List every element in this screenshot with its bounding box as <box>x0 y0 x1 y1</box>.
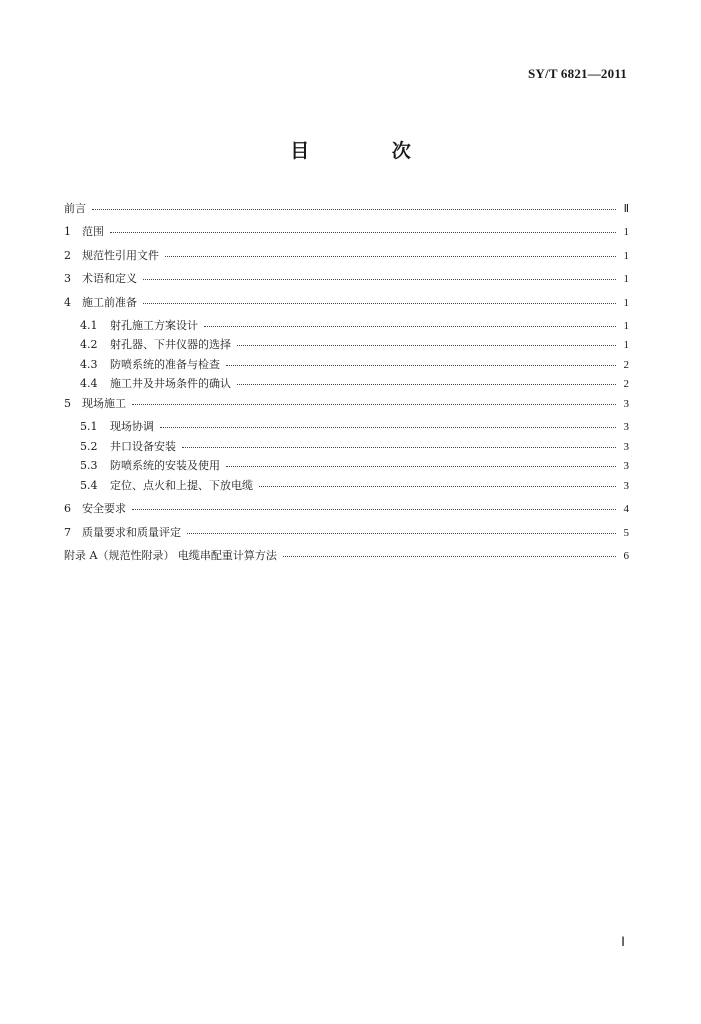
toc-leader <box>110 222 616 233</box>
toc-label: 质量要求和质量评定 <box>82 525 181 539</box>
toc-leader <box>165 246 616 257</box>
toc-entry-4-2[interactable] <box>64 336 629 356</box>
toc-number: 3 <box>64 272 71 286</box>
toc-page: 2 <box>623 378 629 391</box>
toc-leader <box>226 456 616 467</box>
toc-page: 3 <box>623 397 629 410</box>
toc-page: 3 <box>623 421 629 434</box>
toc-label: 前言 <box>64 202 86 215</box>
toc-page: 3 <box>623 460 629 473</box>
toc-label: 防喷系统的准备与检查 <box>110 357 220 371</box>
toc-leader <box>187 523 616 534</box>
toc-number: 4.2 <box>80 338 98 352</box>
toc-label: 定位、点火和上提、下放电缆 <box>110 478 253 492</box>
toc-entry-4-4[interactable] <box>64 375 629 395</box>
toc-page: 3 <box>623 479 629 492</box>
toc-entry-5-3[interactable] <box>64 457 629 477</box>
toc-leader <box>143 293 616 304</box>
toc-entry-foreword[interactable] <box>64 200 629 223</box>
toc-number: 5.2 <box>80 439 98 453</box>
toc-entry-1[interactable] <box>64 223 629 246</box>
toc-label: 现场施工 <box>82 396 126 410</box>
toc-number: 5 <box>64 396 71 410</box>
toc-number: 5.4 <box>80 478 98 492</box>
toc-entry-4-3[interactable] <box>64 356 629 376</box>
standard-code: SY/T 6821—2011 <box>528 66 627 81</box>
toc-page: 1 <box>623 226 629 239</box>
toc-number: 7 <box>64 525 71 539</box>
toc-leader <box>237 335 616 346</box>
toc-number: 4.3 <box>80 357 98 371</box>
toc-leader <box>92 199 616 210</box>
toc-number: 4 <box>64 295 71 309</box>
toc-page: Ⅱ <box>623 203 629 215</box>
page-number: Ⅰ <box>621 934 625 949</box>
toc-entry-5-4[interactable] <box>64 477 629 497</box>
toc-page: 5 <box>623 526 629 539</box>
toc-label: 射孔施工方案设计 <box>110 318 198 332</box>
toc-leader <box>237 374 616 385</box>
toc-entry-5-2[interactable] <box>64 438 629 458</box>
toc-page: 6 <box>623 550 629 563</box>
toc-page: 1 <box>623 339 629 352</box>
toc-label: 术语和定义 <box>82 272 137 286</box>
toc-entry-4[interactable] <box>64 294 629 317</box>
toc-leader <box>259 476 616 487</box>
toc-label: 规范性引用文件 <box>82 248 159 262</box>
toc-entry-2[interactable] <box>64 247 629 270</box>
toc-leader <box>226 355 616 366</box>
toc-number: 6 <box>64 502 71 516</box>
table-of-contents <box>64 200 629 571</box>
toc-label: 现场协调 <box>110 420 154 434</box>
toc-number: 1 <box>64 225 71 239</box>
toc-entry-annex-a[interactable] <box>64 547 629 570</box>
toc-page: 2 <box>623 358 629 371</box>
toc-page: 1 <box>623 319 629 332</box>
toc-leader <box>132 394 616 405</box>
toc-entry-3[interactable] <box>64 270 629 293</box>
toc-label: 安全要求 <box>82 502 126 516</box>
toc-page: 3 <box>623 440 629 453</box>
toc-entry-5-1[interactable] <box>64 418 629 438</box>
toc-label: 射孔器、下井仪器的选择 <box>110 338 231 352</box>
toc-page: 1 <box>623 273 629 286</box>
toc-number: 4.1 <box>80 318 98 332</box>
toc-entry-4-1[interactable] <box>64 317 629 337</box>
toc-label: 施工前准备 <box>82 295 137 309</box>
toc-label: 附录 A（规范性附录） 电缆串配重计算方法 <box>64 549 277 563</box>
toc-number: 5.3 <box>80 459 98 473</box>
page-title: 目 次 <box>290 140 449 162</box>
toc-leader <box>182 437 616 448</box>
toc-label: 防喷系统的安装及使用 <box>110 459 220 473</box>
toc-leader <box>204 316 616 327</box>
toc-label: 井口设备安装 <box>110 439 176 453</box>
toc-leader <box>132 499 616 510</box>
toc-page: 4 <box>623 503 629 516</box>
toc-page: 1 <box>623 296 629 309</box>
toc-label: 范围 <box>82 225 104 239</box>
toc-entry-7[interactable] <box>64 524 629 547</box>
toc-leader <box>283 546 616 557</box>
toc-leader <box>160 417 616 428</box>
toc-leader <box>143 269 616 280</box>
toc-number: 4.4 <box>80 377 98 391</box>
toc-entry-5[interactable] <box>64 395 629 418</box>
toc-entry-6[interactable] <box>64 500 629 523</box>
toc-number: 2 <box>64 248 71 262</box>
toc-page: 1 <box>623 249 629 262</box>
toc-number: 5.1 <box>80 420 98 434</box>
toc-label: 施工井及井场条件的确认 <box>110 377 231 391</box>
